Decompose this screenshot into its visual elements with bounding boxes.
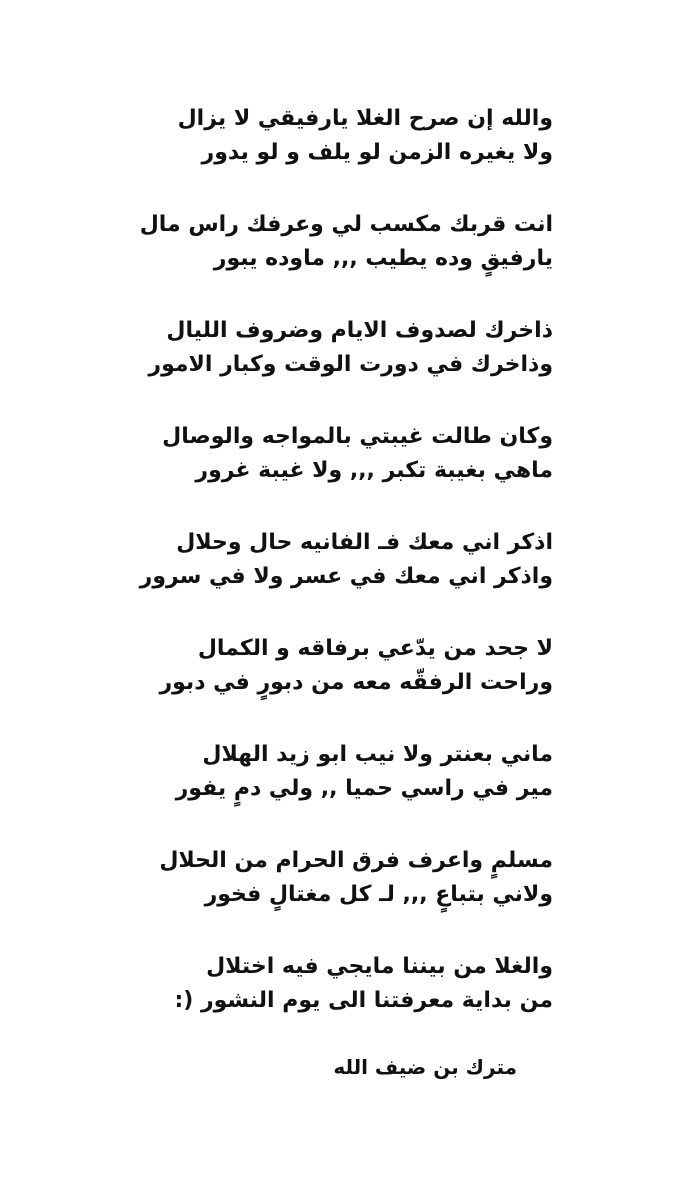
poem-line: اذكر اني معك فـ الفانيه حال وحلال — [176, 530, 553, 555]
stanza-2 — [93, 208, 553, 276]
poem-line: والغلا من بيننا مايجي فيه اختلال — [206, 954, 553, 979]
stanza-1 — [93, 102, 553, 170]
stanza-9 — [93, 950, 553, 1018]
poem-line: مسلمٍ واعرف فرق الحرام من الحلال — [159, 848, 553, 873]
poem-line: مير في راسي حميا ,, ولي دمٍ يفور — [175, 776, 553, 801]
poem-line: لا جحد من يدّعي برفاقه و الكمال — [197, 636, 553, 661]
stanza-6 — [93, 632, 553, 700]
stanza-3 — [93, 314, 553, 382]
poem-line: من بداية معرفتنا الى يوم النشور (: — [174, 988, 553, 1013]
poem-line: يارفيقٍ وده يطيب ,,, ماوده يبور — [213, 246, 553, 271]
poem-line: ماني بعنتر ولا نيب ابو زيد الهلال — [202, 742, 553, 767]
poem-line: والله إن صرح الغلا يارفيقي لا يزال — [177, 106, 553, 131]
poem-line: وراحت الرفقّه معه من دبورٍ في دبور — [159, 670, 553, 695]
poem-line: واذكر اني معك في عسر ولا في سرور — [139, 564, 553, 589]
poem-line: وكان طالت غيبتي بالمواجه والوصال — [162, 424, 553, 449]
poem-line: ولاني بتباعٍ ,,, لـ كل مغتالٍ فخور — [204, 882, 553, 907]
poem-line: ماهي بغيبة تكبر ,,, ولا غيبة غرور — [195, 458, 553, 483]
poem-line: ولا يغيره الزمن لو يلف و لو يدور — [201, 140, 553, 165]
poem-line: ذاخرك لصدوف الايام وضروف الليال — [166, 318, 553, 343]
poem-line: انت قربك مكسب لي وعرفك راس مال — [139, 212, 553, 237]
stanza-5 — [93, 526, 553, 594]
stanza-8 — [93, 844, 553, 912]
poet-signature: مترك بن ضيف الله — [333, 1055, 517, 1079]
stanza-4 — [93, 420, 553, 488]
poem — [93, 102, 553, 1084]
poem-line: وذاخرك في دورت الوقت وكبار الامور — [148, 352, 553, 377]
stanza-7 — [93, 738, 553, 806]
